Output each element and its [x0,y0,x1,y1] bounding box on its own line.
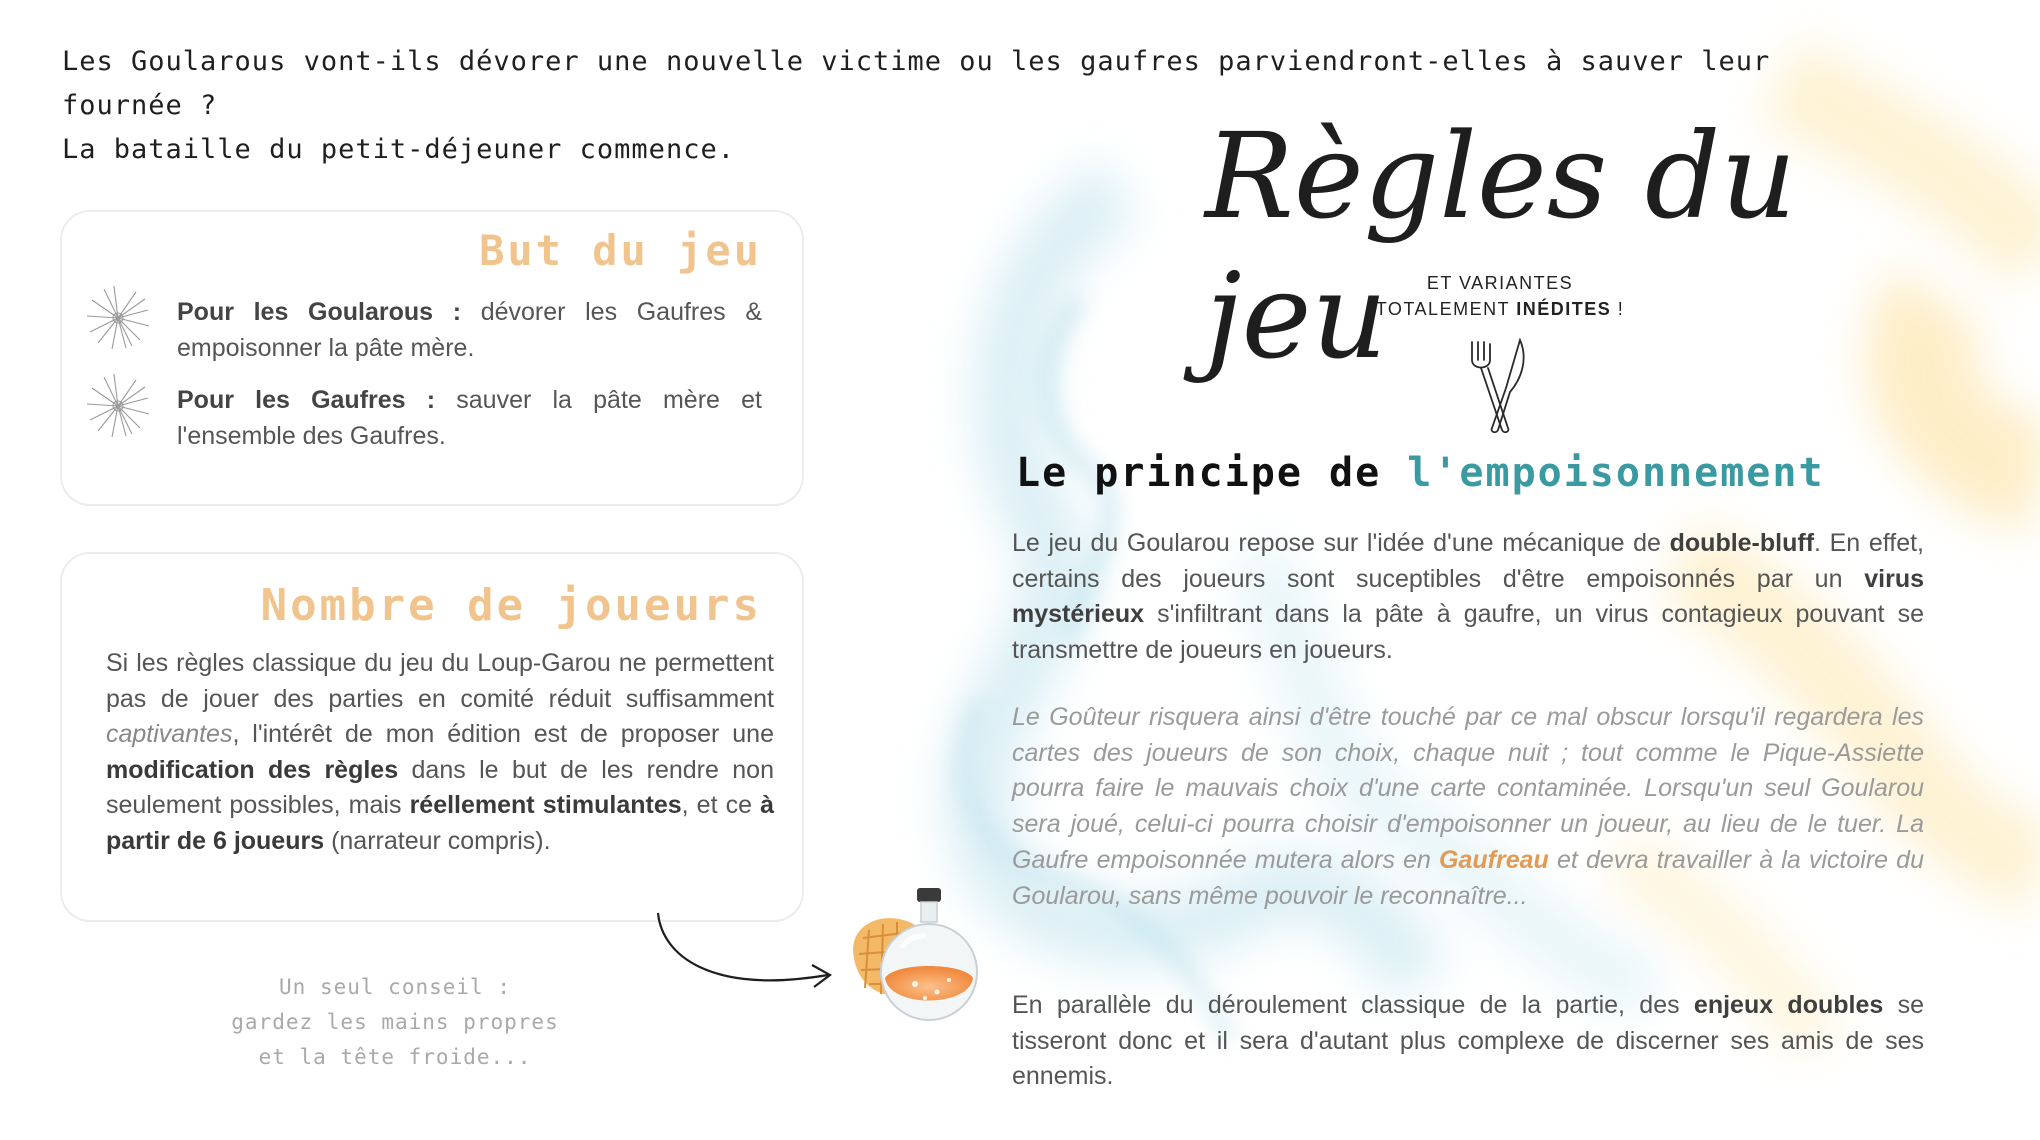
goal-item-text: sauver la pâte mère et l'ensemble des Gaufres. [177,386,762,450]
text-bold: double-bluff [1669,529,1815,557]
intro-line-2: La bataille du petit-déjeuner commence. [62,134,735,165]
text-bold: modification des règles [106,755,399,784]
text-run: se tisseront donc et il sera d'autant plus complexe de discerner ses amis de ses ennemis. [1012,991,1924,1091]
goal-card [60,210,804,506]
starburst-icon [82,370,154,442]
text-bold: enjeux doubles [1693,991,1884,1019]
text-run: Si les règles classique du jeu du Loup-Garou ne permettent pas de jouer des parties en comité réduit suffisamment [106,649,774,713]
text-run: . En effet, certains des joueurs sont suceptibles d'être empoisonnés par un [1012,529,1925,593]
principle-paragraph-3 [1012,988,1924,1095]
rules-subtitle [1300,270,1700,322]
text-run: Le principe de [1016,450,1408,496]
text-run: (narrateur compris). [324,826,551,855]
intro-line-1: Les Goularous vont-ils dévorer une nouvelle victime ou les gaufres parviendront-elles à sauver leur fournée ? [62,46,1771,121]
text-bold: à partir de 6 joueurs [106,791,774,855]
advice-note [230,970,560,1075]
fork-knife-icon [1462,338,1532,438]
text-bold: INÉDITES [1516,299,1612,319]
text-run: Le Goûteur risquera ainsi d'être touché par ce mal obscur lorsqu'il regardera les cartes des joueurs de son choix, chaque nuit ; tout comme le Pique-Assiette pourra faire le mauvais choix d'une carte contaminée. Lorsqu'un seul Goularou sera joué, celui-ci pourra choisir d'empoisonner un joueur, au lieu de le tuer. La Gaufre empoisonnée mutera alors en [1012,703,1924,874]
goal-item-label: Pour les Goularous : [177,298,462,326]
principle-paragraph-2 [1012,700,1924,914]
text-italic: captivantes [106,720,233,748]
text-highlight: Gaufreau [1439,845,1549,874]
curved-arrow-icon [650,905,840,1005]
advice-line-3: et la tête froide... [258,1045,532,1069]
text-accent: l'empoisonnement [1407,450,1825,496]
goal-item-text: dévorer les Gaufres & empoisonner la pâte mère. [177,298,762,362]
subtitle-line-1: ET VARIANTES [1426,273,1574,293]
players-card [60,552,804,922]
text-run: En parallèle du déroulement classique de la partie, des [1012,991,1694,1019]
waffle-potion-icon [845,880,995,1030]
goal-item-gaufres [177,382,762,454]
starburst-icon [82,282,154,354]
text-bold: réellement stimulantes [409,791,682,819]
text-run: , et ce [681,791,761,819]
advice-line-1: Un seul conseil : [279,975,511,999]
subtitle-line-2 [1300,296,1700,322]
text-run: Le jeu du Goularou repose sur l'idée d'une mécanique de [1012,529,1670,557]
text-run: dans le but de les rendre non seulement possibles, mais [106,755,774,819]
rules-title: Règles du jeu [1205,107,1797,385]
potion-bottle-icon [881,888,977,1020]
goal-item-label: Pour les Gaufres : [177,386,436,414]
goal-item-goularous [177,294,762,366]
principle-paragraph-1 [1012,526,1924,669]
text-run: ! [1611,299,1625,319]
players-card-title: Nombre de joueurs [260,580,762,631]
text-bold: virus mystérieux [1012,564,1924,629]
text-run: et devra travailler à la victoire du Goularou, sans même pouvoir le reconnaître... [1012,845,1924,910]
principle-title [1016,445,1936,501]
advice-line-2: gardez les mains propres [231,1010,559,1034]
text-run: TOTALEMENT [1375,299,1517,319]
text-run: s'infiltrant dans la pâte à gaufre, un virus contagieux pouvant se transmettre de joueurs en joueurs. [1012,600,1924,665]
players-text [106,646,774,859]
text-run: , l'intérêt de mon édition est de proposer une [232,720,774,748]
goal-card-title: But du jeu [479,226,762,275]
